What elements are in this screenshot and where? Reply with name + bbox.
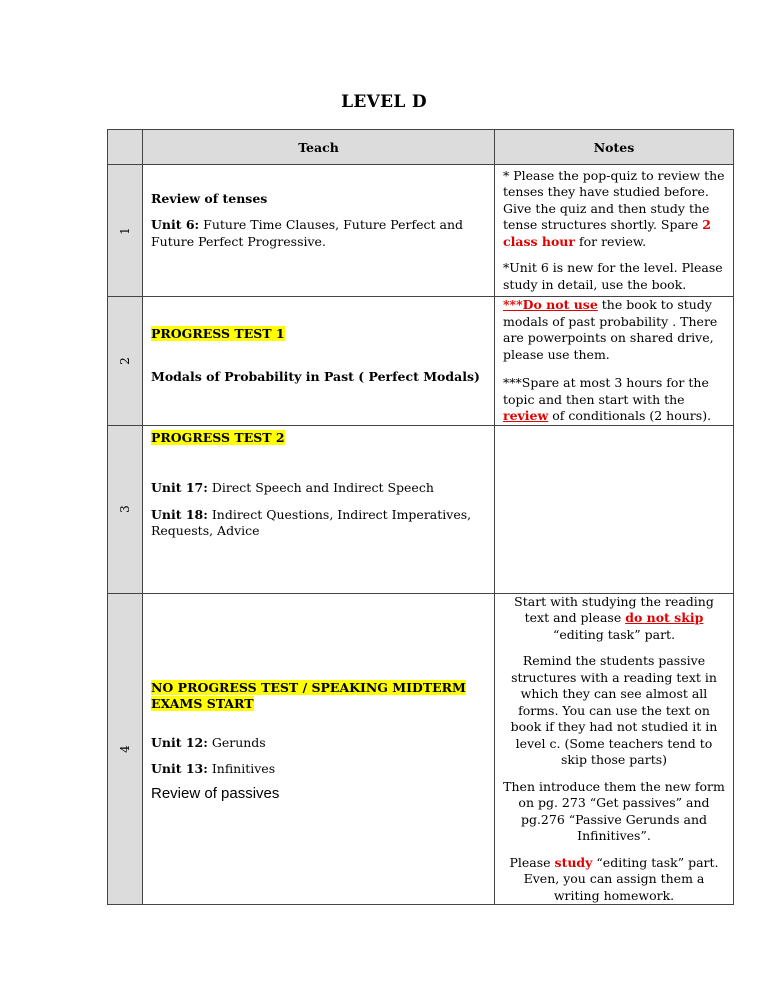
week-number: 4 [118,744,132,753]
teach-review: Review of passives [151,784,280,802]
week-row-4 [108,593,734,905]
teach-unit: Unit 18: Indirect Questions, Indirect Imperatives, Requests, Advice [151,506,472,538]
progress-test-label: PROGRESS TEST 1 [151,326,285,342]
teach-cell [143,297,495,426]
table-header-row [108,130,734,165]
note-paragraph: Remind the students passive structures with a reading text in which they can see almost all forms. You can use the text on book if they had not studied it in level c. (Some teachers tend to skip those parts) [510,653,718,767]
week-number-cell [108,165,143,297]
week-row-3 [108,425,734,593]
teach-cell [143,425,495,593]
week-number-cell [108,425,143,593]
notes-cell [495,165,734,297]
progress-test-label: PROGRESS TEST 2 [151,429,285,445]
week-number: 2 [118,356,132,365]
lesson-plan-table [107,129,734,905]
week-row-1 [108,165,734,297]
note-paragraph: * Please the pop-quiz to review the tenses they have studied before. Give the quiz and then study the tense structures shortly. Spare 2 class hour for review. [503,167,725,249]
teach-cell [143,165,495,297]
week-number: 1 [118,226,132,235]
teach-header: Teach [143,130,495,165]
notes-cell [495,297,734,426]
week-number-cell [108,297,143,426]
progress-test-label: NO PROGRESS TEST / SPEAKING MIDTERM EXAMS START [151,679,466,711]
week-number-cell [108,593,143,905]
note-paragraph: ***Do not use the book to study modals of past probability . There are powerpoints on shared drive, please use them. [503,297,718,362]
notes-cell [495,593,734,905]
week-header-cell [108,130,143,165]
note-paragraph: Start with studying the reading text and please do not skip “editing task” part. [514,593,714,642]
week-row-2 [108,297,734,426]
note-paragraph: Please study “editing task” part. Even, you can assign them a writing homework. [509,854,719,903]
teach-unit: Unit 17: Direct Speech and Indirect Speech [151,480,434,495]
note-paragraph: ***Spare at most 3 hours for the topic and then start with the review of conditionals (2 hours). [503,375,712,423]
notes-cell [495,425,734,593]
teach-line: Review of tenses [151,190,268,206]
teach-unit: Unit 6: Future Time Clauses, Future Perfect and Future Perfect Progressive. [151,217,463,249]
notes-header: Notes [495,130,734,165]
note-paragraph: Then introduce them the new form on pg. 273 “Get passives” and pg.276 “Passive Gerunds and Infinitives”. [503,778,725,843]
week-number: 3 [118,505,132,513]
teach-unit: Unit 13: Infinitives [151,761,276,776]
teach-line: Modals of Probability in Past ( Perfect Modals) [151,368,480,384]
note-paragraph: *Unit 6 is new for the level. Please study in detail, use the book. [503,260,723,292]
page-title: LEVEL D [341,92,427,112]
teach-unit: Unit 12: Gerunds [151,734,266,750]
teach-cell [143,593,495,905]
